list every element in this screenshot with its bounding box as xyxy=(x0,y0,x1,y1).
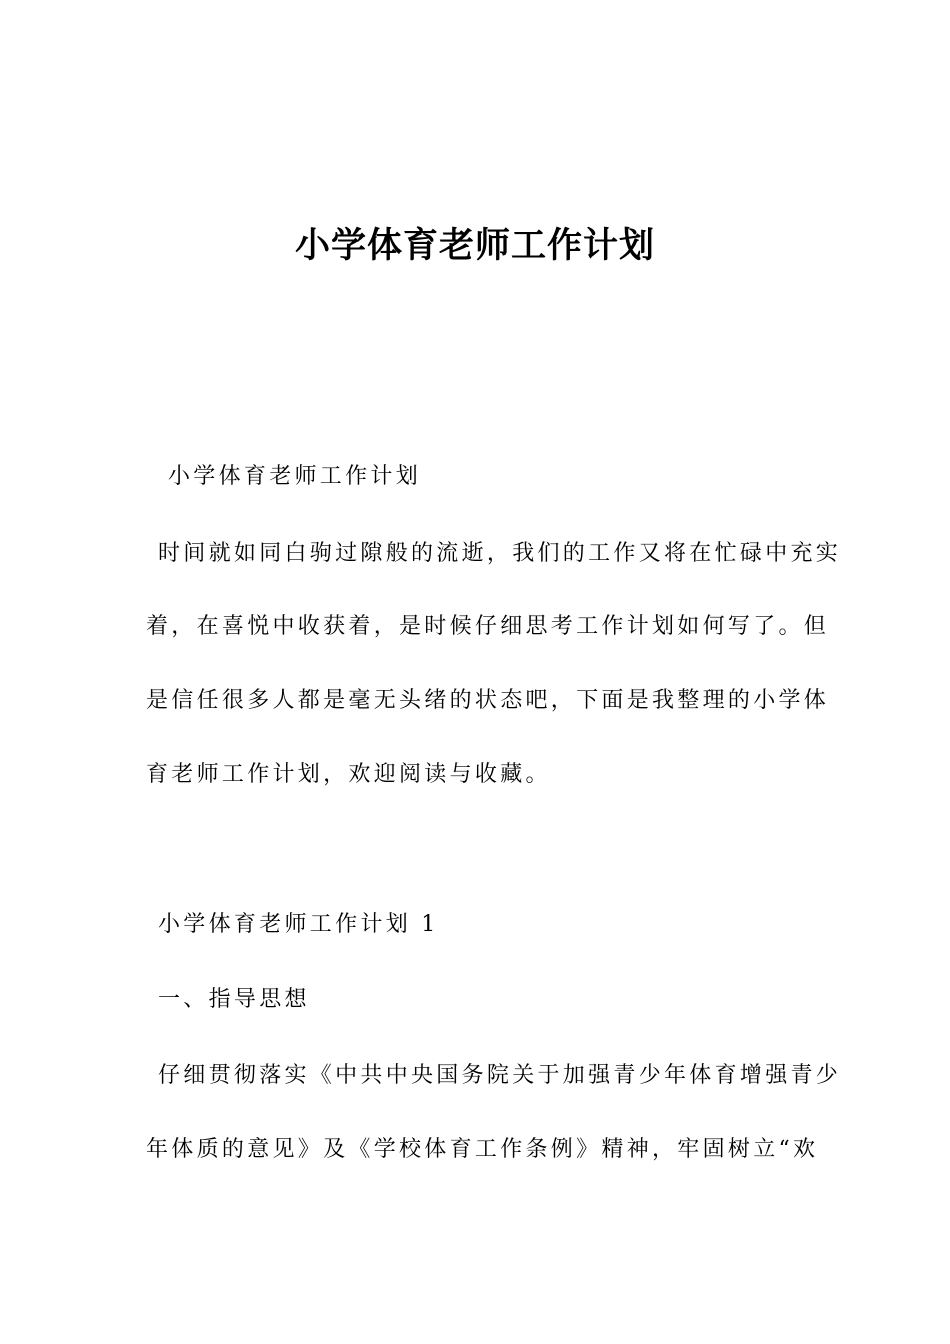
intro-paragraph-line: 时间就如同白驹过隙般的流逝，我们的工作又将在忙碌中充实 xyxy=(158,541,842,566)
section-paragraph-line: 年体质的意见》及《学校体育工作条例》精神，牢固树立“欢 xyxy=(146,1137,819,1162)
intro-paragraph-line: 育老师工作计划，欢迎阅读与收藏。 xyxy=(146,762,551,787)
section-paragraph-line: 仔细贯彻落实《中共中央国务院关于加强青少年体育增强青少 xyxy=(158,1063,842,1088)
intro-paragraph-line: 着，在喜悦中收获着，是时候仔细思考工作计划如何写了。但 xyxy=(146,614,830,639)
section-heading: 一、指导思想 xyxy=(158,987,310,1012)
section-title: 小学体育老师工作计划 1 xyxy=(158,912,439,937)
intro-paragraph-line: 是信任很多人都是毫无头绪的状态吧，下面是我整理的小学体 xyxy=(146,688,830,713)
document-subtitle: 小学体育老师工作计划 xyxy=(168,464,422,489)
document-title: 小学体育老师工作计划 xyxy=(294,226,655,266)
